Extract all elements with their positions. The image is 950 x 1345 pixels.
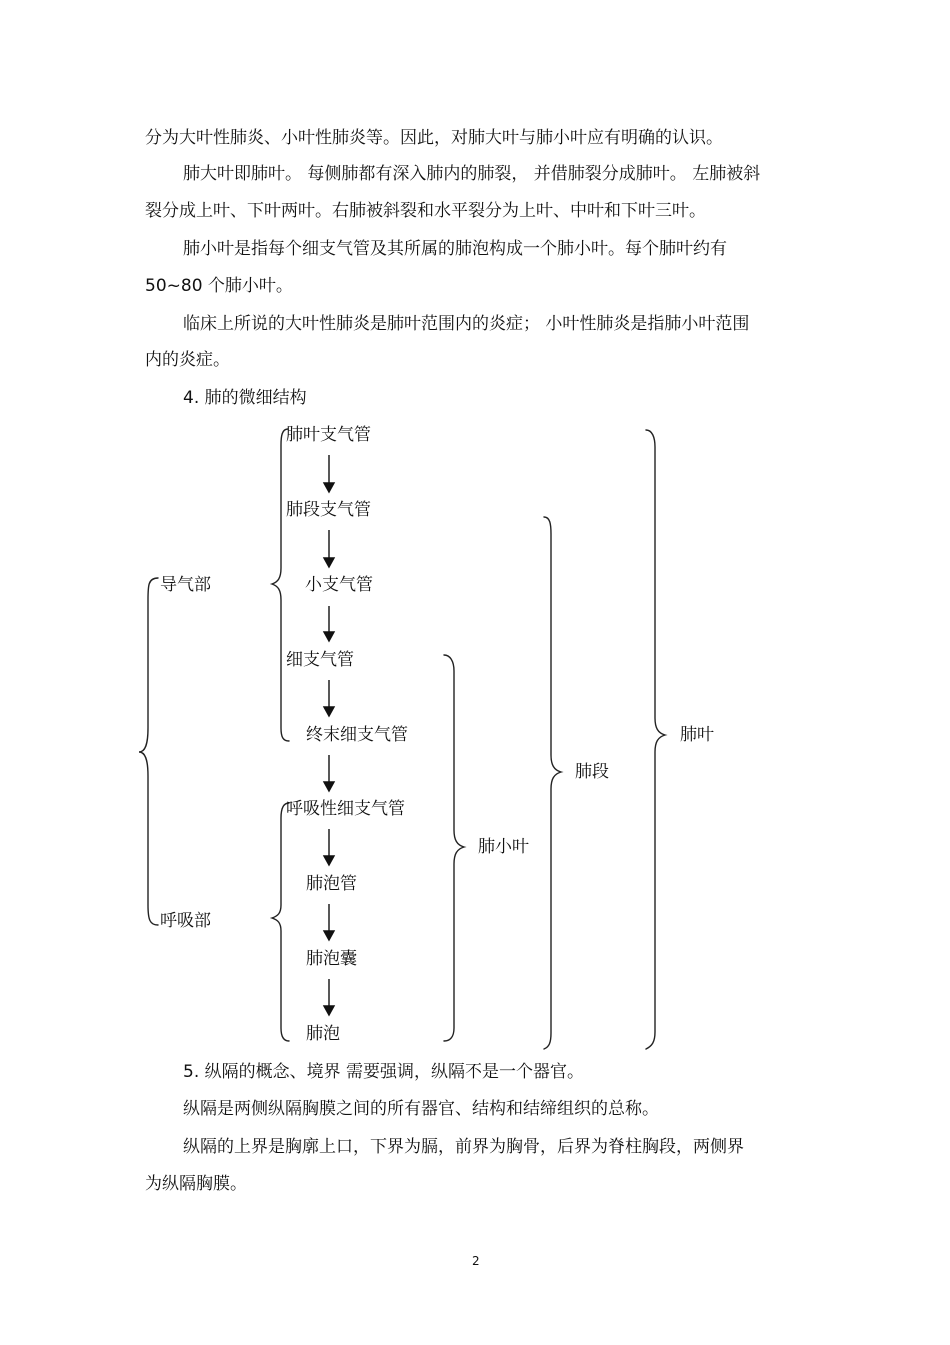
node-bronchiole: 细支气管	[286, 650, 354, 670]
text-line: 50~80 个肺小叶。	[145, 276, 293, 296]
node-segmental-bronchus: 肺段支气管	[286, 500, 371, 520]
text-line: 内的炎症。	[145, 350, 230, 370]
text-line: 纵隔是两侧纵隔胸膜之间的所有器官、结构和结缔组织的总称。	[183, 1099, 659, 1119]
text-line: 分为大叶性肺炎、小叶性肺炎等。因此，对肺大叶与肺小叶应有明确的认识。	[145, 128, 723, 148]
group-lobule: 肺小叶	[478, 837, 529, 857]
node-alveolar-sac: 肺泡囊	[306, 949, 357, 969]
node-alveolus: 肺泡	[306, 1024, 340, 1044]
brace-lobe	[646, 430, 665, 1049]
group-conducting: 导气部	[160, 575, 211, 595]
section-heading: 4. 肺的微细结构	[183, 388, 307, 408]
node-small-bronchus: 小支气管	[305, 575, 373, 595]
text-line: 肺大叶即肺叶。 每侧肺都有深入肺内的肺裂， 并借肺裂分成肺叶。 左肺被斜	[183, 164, 761, 184]
node-lobar-bronchus: 肺叶支气管	[286, 425, 371, 445]
arrowhead-7	[324, 931, 334, 940]
arrowhead-5	[324, 782, 334, 791]
text-line: 纵隔的上界是胸廓上口，下界为膈，前界为胸骨，后界为脊柱胸段，两侧界	[183, 1137, 744, 1157]
node-respiratory-bronchiole: 呼吸性细支气管	[286, 799, 405, 819]
brace-respiratory	[272, 803, 289, 1041]
text-line: 裂分成上叶、下叶两叶。右肺被斜裂和水平裂分为上叶、中叶和下叶三叶。	[145, 201, 706, 221]
node-terminal-bronchiole: 终末细支气管	[306, 725, 408, 745]
text-line: 临床上所说的大叶性肺炎是肺叶范围内的炎症； 小叶性肺炎是指肺小叶范围	[183, 314, 750, 334]
brace-segment	[544, 517, 561, 1049]
brace-left-outer	[139, 578, 158, 925]
arrowhead-4	[324, 707, 334, 716]
arrowhead-8	[324, 1006, 334, 1015]
text-line: 肺小叶是指每个细支气管及其所属的肺泡构成一个肺小叶。每个肺叶约有	[183, 239, 727, 259]
arrowhead-6	[324, 856, 334, 865]
page-number: 2	[472, 1254, 480, 1268]
arrowhead-2	[324, 558, 334, 567]
node-alveolar-duct: 肺泡管	[306, 874, 357, 894]
text-line: 为纵隔胸膜。	[145, 1174, 247, 1194]
group-segment: 肺段	[575, 762, 609, 782]
brace-conducting	[272, 429, 289, 741]
arrowhead-1	[324, 483, 334, 492]
section-heading: 5. 纵隔的概念、境界 需要强调，纵隔不是一个器官。	[183, 1062, 585, 1082]
group-respiratory: 呼吸部	[160, 911, 211, 931]
arrowhead-3	[324, 632, 334, 641]
brace-lobule	[444, 655, 464, 1041]
group-lobe: 肺叶	[680, 725, 714, 745]
